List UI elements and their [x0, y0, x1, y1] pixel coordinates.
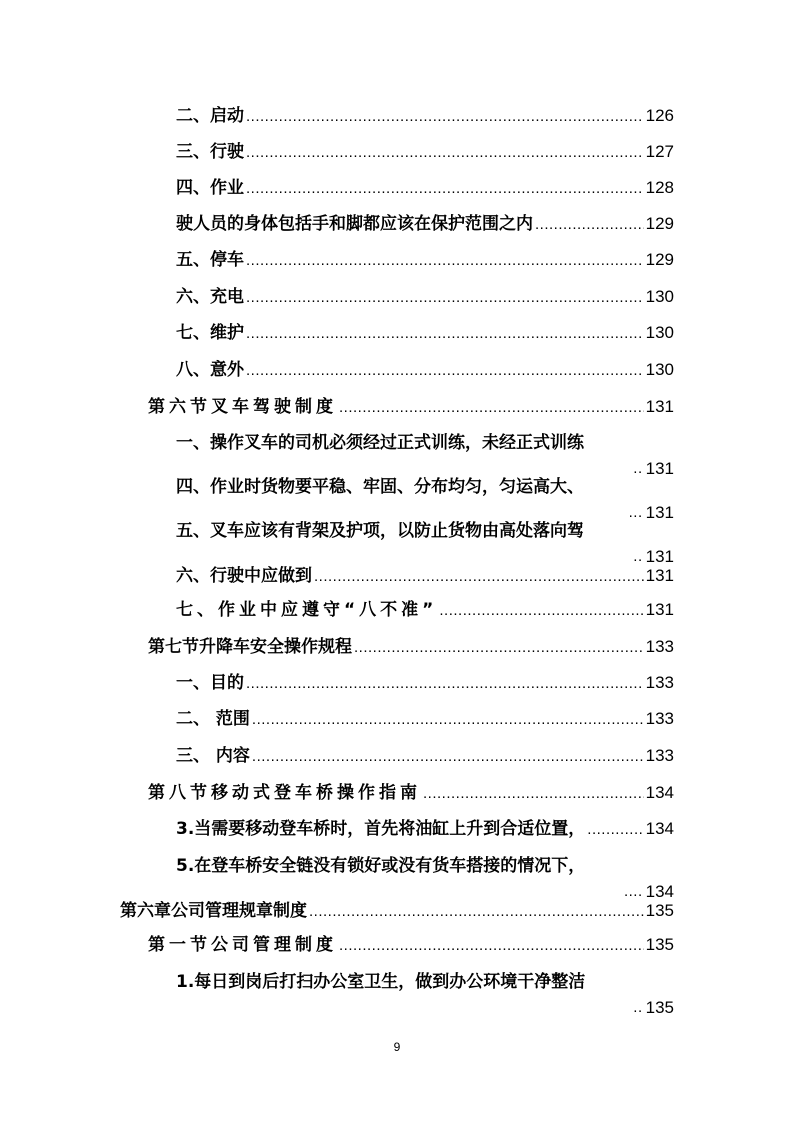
toc-entry-operation[interactable] [176, 177, 674, 199]
dot-leader [252, 747, 644, 767]
toc-entry-title: 七、作业中应遵守“八不准” [176, 600, 438, 620]
toc-entry-title: 六、充电 [176, 287, 244, 307]
toc-entry-page: 134 [645, 819, 674, 838]
toc-entry-safety-chain[interactable] [176, 855, 674, 903]
dot-leader: .. [633, 999, 643, 1016]
toc-entry-page: 130 [645, 287, 674, 306]
dot-leader [354, 638, 644, 658]
dot-leader [423, 784, 644, 804]
toc-entry-title: 驶人员的身体包括手和脚都应该在保护范围之内 [176, 214, 533, 234]
toc-entry-title: 一、操作叉车的司机必须经过正式训练，未经正式训练 [176, 433, 584, 453]
dot-leader: .... [623, 883, 643, 900]
dot-leader [439, 601, 643, 621]
page-number: 9 [393, 1040, 401, 1054]
toc-entry-page: 131 [645, 547, 674, 566]
toc-entry-driving[interactable] [176, 141, 674, 163]
toc-entry-section-7-lift[interactable] [148, 636, 674, 658]
toc-entry-title: 一、目的 [176, 673, 244, 693]
toc-entry-title: 四、作业 [176, 178, 244, 198]
dot-leader [246, 179, 644, 199]
dot-leader: .. [633, 548, 643, 565]
dot-leader [309, 902, 644, 922]
toc-entry-scope[interactable] [176, 708, 674, 730]
toc-entry-page: 127 [645, 142, 674, 161]
toc-entry-formal-training[interactable] [176, 432, 674, 480]
toc-entry-title: 二、 范围 [176, 709, 250, 729]
toc-entry-page: 135 [645, 998, 674, 1017]
toc-entry-chapter-6-management[interactable] [120, 900, 674, 922]
dot-leader [314, 567, 644, 587]
toc-entry-page: 129 [645, 214, 674, 233]
toc-entry-page: 135 [645, 901, 674, 920]
toc-entry-title: 第八节移动式登车桥操作指南 [148, 783, 421, 803]
toc-entry-title: 七、维护 [176, 323, 244, 343]
toc-entry-page: 130 [645, 323, 674, 342]
dot-leader [587, 820, 643, 840]
toc-entry-title: 五、停车 [176, 250, 244, 270]
dot-leader: .. [633, 460, 643, 477]
dot-leader [246, 288, 644, 308]
toc-entry-page: 126 [645, 106, 674, 125]
toc-entry-charging[interactable] [176, 286, 674, 308]
toc-entry-driving-rules[interactable] [176, 565, 674, 587]
toc-entry-accident[interactable] [176, 359, 674, 381]
toc-entry-backrest-guard[interactable] [176, 520, 674, 568]
dot-leader [246, 107, 644, 127]
toc-entry-body-protection[interactable] [176, 213, 674, 235]
toc-entry-purpose[interactable] [176, 672, 674, 694]
toc-entry-title: 第六节叉车驾驶制度 [148, 397, 337, 417]
toc-entry-title: 五、叉车应该有背架及护项，以防止货物由高处落向驾 [176, 521, 584, 541]
dot-leader [246, 361, 644, 381]
toc-entry-page: 129 [645, 250, 674, 269]
toc-entry-page: 134 [645, 882, 674, 901]
dot-leader [246, 143, 644, 163]
toc-entry-page: 131 [645, 600, 674, 619]
toc-entry-title: 第一节公司管理制度 [148, 935, 337, 955]
toc-entry-page: 131 [645, 503, 674, 522]
toc-entry-title: 四、作业时货物要平稳、牢固、分布均匀，匀运高大、 [176, 477, 584, 497]
toc-entry-move-leveler[interactable] [176, 818, 674, 840]
toc-entry-section-8-dock-leveler[interactable] [148, 782, 674, 804]
toc-entry-page: 131 [645, 397, 674, 416]
toc-entry-section-1-management[interactable] [148, 934, 674, 956]
toc-entry-eight-prohibitions[interactable] [176, 599, 674, 621]
toc-entry-page: 134 [645, 783, 674, 802]
toc-entry-maintenance[interactable] [176, 322, 674, 344]
toc-entry-title: 1.每日到岗后打扫办公室卫生，做到办公环境干净整洁 [176, 972, 586, 992]
toc-entry-page: 133 [645, 746, 674, 765]
toc-entry-page: 130 [645, 360, 674, 379]
toc-entry-page: 133 [645, 637, 674, 656]
dot-leader [252, 710, 644, 730]
dot-leader [535, 215, 644, 235]
toc-entry-section-6-forklift[interactable] [148, 396, 674, 418]
toc-entry-title: 六、行驶中应做到 [176, 566, 312, 586]
dot-leader: ... [628, 504, 643, 521]
toc-entry-title: 第六章公司管理规章制度 [120, 901, 307, 921]
toc-entry-title: 二、启动 [176, 106, 244, 126]
toc-entry-title: 第七节升降车安全操作规程 [148, 637, 352, 657]
toc-entry-title: 5.在登车桥安全链没有锁好或没有货车搭接的情况下， [176, 856, 586, 876]
dot-leader [246, 251, 644, 271]
toc-entry-content[interactable] [176, 745, 674, 767]
toc-entry-parking[interactable] [176, 249, 674, 271]
toc-entry-title: 3.当需要移动登车桥时，首先将油缸上升到合适位置， [176, 819, 586, 839]
toc-entry-page: 131 [645, 459, 674, 478]
toc-entry-page: 128 [645, 178, 674, 197]
toc-entry-title: 八、意外 [176, 360, 244, 380]
dot-leader [339, 936, 644, 956]
toc-entry-title: 三、行驶 [176, 142, 244, 162]
toc-entry-start[interactable] [176, 105, 674, 127]
toc-entry-stable-cargo[interactable] [176, 476, 674, 524]
dot-leader [246, 324, 644, 344]
dot-leader [246, 674, 644, 694]
toc-entry-page: 133 [645, 673, 674, 692]
toc-entry-page: 131 [645, 566, 674, 585]
toc-entry-page: 133 [645, 709, 674, 728]
toc-entry-page: 135 [645, 935, 674, 954]
dot-leader [339, 398, 644, 418]
toc-entry-office-cleaning[interactable] [176, 971, 674, 1019]
toc-entry-title: 三、 内容 [176, 746, 250, 766]
